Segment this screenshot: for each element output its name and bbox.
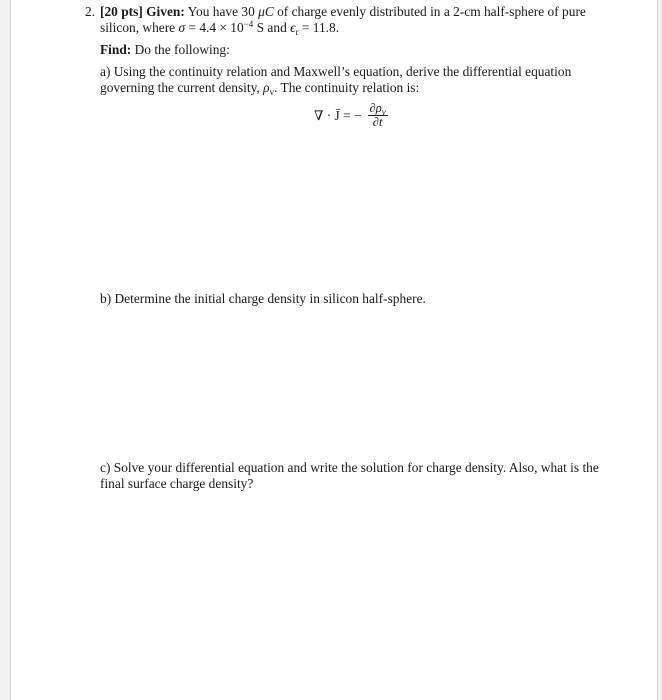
numerator-rho: ρ [375, 101, 382, 115]
charge-unit: μC [258, 4, 274, 19]
find-paragraph [100, 42, 625, 58]
part-a-text-1: a) Using the continuity relation and Maxwell’s equation, derive the differential equation governing the current density, [100, 64, 572, 95]
given-text-1: You have 30 [184, 4, 259, 19]
part-a-text-2: . The continuity relation is: [274, 80, 420, 95]
sigma-symbol: σ [178, 20, 186, 35]
given-label: Given: [146, 4, 185, 19]
equation-numerator [368, 102, 388, 116]
equation-denominator: ∂t [372, 115, 383, 129]
equation-lhs: ∇ · J̄ = − [314, 107, 362, 123]
rho-symbol: ρ [263, 80, 270, 95]
part-a-paragraph [100, 64, 625, 96]
part-c-paragraph: c) Solve your differential equation and write the solution for charge density. Also, what is the final surface charge density? [100, 460, 599, 491]
question-number: 2. [85, 4, 96, 19]
epsilon-value: = 11.8. [298, 20, 340, 35]
problem-content [85, 4, 625, 491]
epsilon-symbol: ϵ [290, 20, 296, 35]
given-paragraph [100, 4, 625, 36]
find-text: Do the following: [131, 42, 230, 57]
given-text-2: of charge evenly distributed in a 2-cm half-sphere of pure silicon, where [100, 4, 586, 35]
numerator-subscript: v [381, 107, 386, 117]
epsilon-subscript: r [295, 27, 299, 37]
find-label: Find: [100, 42, 132, 57]
sigma-unit: S and [253, 20, 291, 35]
points-label: [20 pts] [100, 4, 143, 19]
partial-symbol: ∂ [369, 101, 376, 115]
sigma-value: = 4.4 × 10 [185, 20, 244, 35]
equation-fraction [368, 102, 388, 129]
document-page [10, 0, 658, 700]
question-body [100, 4, 625, 129]
continuity-equation [314, 102, 625, 129]
rho-subscript: v [269, 87, 275, 97]
sigma-exponent: −4 [243, 19, 254, 29]
part-b-paragraph: b) Determine the initial charge density in silicon half-sphere. [100, 291, 426, 306]
